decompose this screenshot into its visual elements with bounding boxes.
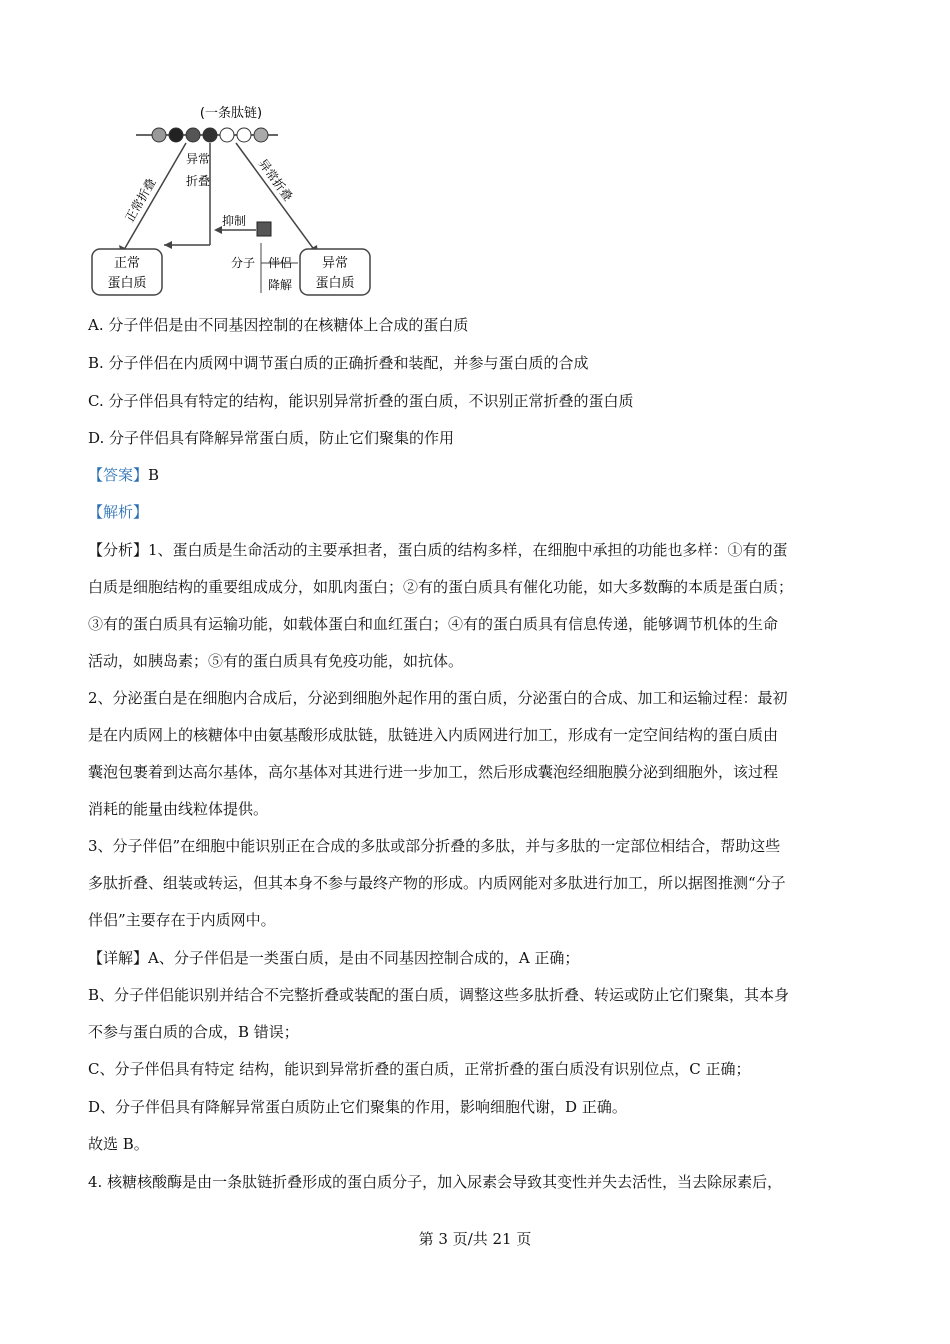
chaperone-label-1: 分子 xyxy=(231,256,256,270)
text-line xyxy=(88,651,463,671)
text-line xyxy=(88,614,778,634)
normal-fold-label: 正常折叠 xyxy=(122,175,159,225)
chaperone-icon xyxy=(257,222,271,236)
text-line xyxy=(88,688,788,708)
option-c xyxy=(88,391,633,411)
abnormal-fold-label-2: 折叠 xyxy=(185,174,211,188)
inhibit-label: 抑制 xyxy=(222,214,247,228)
analysis-heading xyxy=(88,502,148,522)
answer-line xyxy=(88,465,159,485)
page-footer: 第 3 页/共 21 页 xyxy=(418,1230,532,1248)
text-line xyxy=(88,1134,149,1154)
text-line-content: 消耗的能量由线粒体提供。 xyxy=(88,800,269,818)
peptide-chain-beads xyxy=(152,128,268,142)
text-line xyxy=(88,910,276,930)
text-line xyxy=(88,725,778,745)
option-b xyxy=(88,353,589,373)
text-line-content: 活动，如胰岛素；⑤有的蛋白质具有免疫功能，如抗体。 xyxy=(88,652,464,670)
text-line-content: 【分析】1、蛋白质是生命活动的主要承担者，蛋白质的结构多样，在细胞中承担的功能也多样：①有的蛋 xyxy=(88,541,788,559)
option-a-text: A. 分子伴侣是由不同基因控制的在核糖体上合成的蛋白质 xyxy=(88,316,469,334)
text-line-content: D、分子伴侣具有降解异常蛋白质防止它们聚集的作用，影响细胞代谢，D 正确。 xyxy=(88,1098,627,1116)
abnormal-protein-label-1: 异常 xyxy=(321,256,349,271)
option-d-text: D. 分子伴侣具有降解异常蛋白质，防止它们聚集的作用 xyxy=(88,429,455,447)
analysis-tag: 【解析】 xyxy=(88,503,149,521)
option-c-text: C. 分子伴侣具有特定的结构，能识别异常折叠的蛋白质，不识别正常折叠的蛋白质 xyxy=(88,392,634,410)
text-line-content: 伴侣”主要存在于内质网中。 xyxy=(88,911,276,929)
option-b-text: B. 分子伴侣在内质网中调节蛋白质的正确折叠和装配，并参与蛋白质的合成 xyxy=(88,354,589,372)
text-line xyxy=(88,1022,299,1042)
answer-value: B xyxy=(148,466,160,484)
text-line-content: C、分子伴侣具有特定 结构，能识到异常折叠的蛋白质，正常折叠的蛋白质没有识别位点，C 正确； xyxy=(88,1060,751,1078)
text-line-content: 4. 核糖核酸酶是由一条肽链折叠形成的蛋白质分子，加入尿素会导致其变性并失去活性，当去除尿素后， xyxy=(88,1173,783,1191)
text-line xyxy=(88,948,579,968)
text-line xyxy=(88,1059,751,1079)
normal-protein-label-1: 正常 xyxy=(113,256,141,271)
text-line-content: 【详解】A、分子伴侣是一类蛋白质，是由不同基因控制合成的，A 正确； xyxy=(88,949,580,967)
text-line xyxy=(88,1097,627,1117)
text-line xyxy=(88,1172,782,1192)
chaperone-diagram xyxy=(86,103,376,303)
text-line xyxy=(88,762,778,782)
option-d xyxy=(88,428,454,448)
text-line-content: 囊泡包裹着到达高尔基体，高尔基体对其进行进一步加工，然后形成囊泡经细胞膜分泌到细胞外，该过程 xyxy=(88,763,779,781)
abnormal-protein-label-2: 蛋白质 xyxy=(315,276,355,291)
text-line xyxy=(88,836,780,856)
text-line-content: 3、分子伴侣”在细胞中能识别正在合成的多肽或部分折叠的多肽，并与多肽的一定部位相结合，帮助这些 xyxy=(88,837,781,855)
text-line xyxy=(88,540,788,560)
text-line-content: 多肽折叠、组装或转运，但其本身不参与最终产物的形成。内质网能对多肽进行加工，所以据图推测“分子 xyxy=(88,874,786,892)
text-line xyxy=(88,799,268,819)
abnormal-fold-label-1: 异常 xyxy=(185,152,211,166)
text-line-content: B、分子伴侣能识别并结合不完整折叠或装配的蛋白质，调整这些多肽折叠、转运或防止它们聚集，其本身 xyxy=(88,986,790,1004)
chaperone-label-3: 降解 xyxy=(268,278,293,292)
text-line-content: 2、分泌蛋白是在细胞内合成后，分泌到细胞外起作用的蛋白质，分泌蛋白的合成、加工和运输过程：最初 xyxy=(88,689,788,707)
text-line xyxy=(88,985,789,1005)
text-line-content: 故选 B。 xyxy=(88,1135,149,1153)
normal-protein-label-2: 蛋白质 xyxy=(107,276,147,291)
text-line xyxy=(88,577,793,597)
option-a xyxy=(88,315,468,335)
diagram-title: (一条肽链) xyxy=(199,106,263,121)
chaperone-label-2: 伴侣 xyxy=(268,256,293,270)
text-line-content: 不参与蛋白质的合成，B 错误； xyxy=(88,1023,299,1041)
text-line-content: 是在内质网上的核糖体中由氨基酸形成肽链，肽链进入内质网进行加工，形成有一定空间结构的蛋白质由 xyxy=(88,726,779,744)
answer-tag: 【答案】 xyxy=(88,466,149,484)
text-line xyxy=(88,873,786,893)
text-line-content: ③有的蛋白质具有运输功能，如载体蛋白和血红蛋白；④有的蛋白质具有信息传递，能够调节机体的生命 xyxy=(88,615,779,633)
text-line-content: 白质是细胞结构的重要组成成分，如肌肉蛋白；②有的蛋白质具有催化功能，如大多数酶的本质是蛋白质； xyxy=(88,578,794,596)
right-fold-label: 异常折叠 xyxy=(255,156,296,204)
